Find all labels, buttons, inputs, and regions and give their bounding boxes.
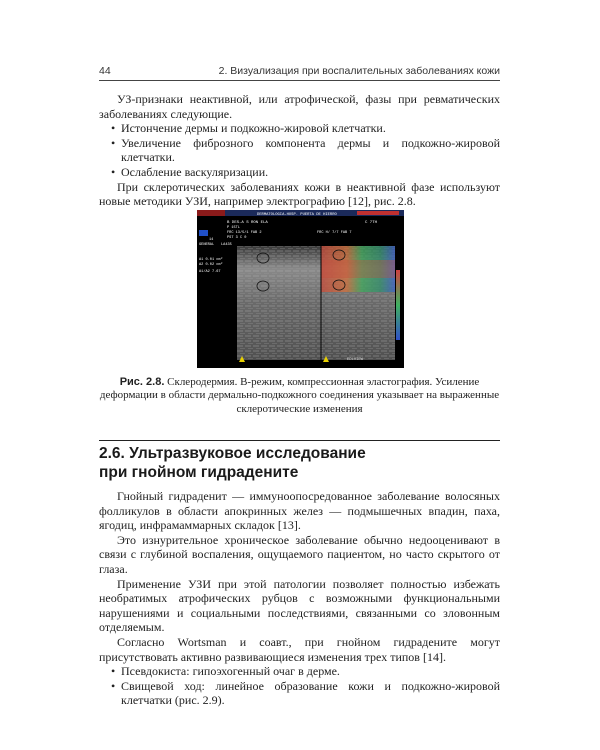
section-title — [99, 444, 500, 482]
section-title-line-2: при гнойном гидрадените — [99, 464, 299, 481]
body-paragraph-4: Согласно Wortsman и соавт., при гнойном гидрадените могут присутствовать активно развивающиеся изменения трех типов [14]. — [99, 634, 500, 664]
section-title-line-1: 2.6. Ультразвуковое исследование — [99, 445, 366, 462]
overlay-param-2: FRC 13/5/1 FAB 2 — [227, 231, 262, 235]
bullet-icon: • — [111, 664, 116, 679]
bullet-icon: • — [111, 678, 116, 693]
intro-bullet-list — [99, 121, 500, 179]
intro-paragraph: УЗ-признаки неактивной, или атрофической, фазы при ревматических заболеваниях следующие. — [99, 92, 500, 121]
list-item: • Псевдокиста: гипоэхогенный очаг в дерме. — [111, 664, 340, 679]
overlay-general: GENERAL — [199, 243, 215, 247]
page-header — [99, 62, 500, 78]
bullet-icon: • — [111, 164, 116, 179]
section-body — [99, 489, 500, 708]
figure-caption — [99, 376, 500, 416]
overlay-measure-3: A1/A2 7.67 — [199, 270, 221, 274]
overlay-measure-2: A2 0.02 cm² — [199, 263, 223, 267]
header-rule — [99, 80, 500, 81]
list-item: • Истончение дермы и подкожно-жировой клетчатки. — [111, 121, 386, 136]
intro-block — [99, 92, 500, 209]
intro-paragraph-2: При склеротических заболеваниях кожи в неактивной фазе используют новые методики УЗИ, например электрографию [12], рис. 2.8. — [99, 179, 500, 209]
body-bullet-list — [99, 664, 500, 708]
bmode-image — [237, 246, 321, 360]
overlay-lmode: LA435 — [221, 243, 232, 247]
overlay-top-header: DERMATOLOGIA-HOSP. PUERTA DE HIERRO — [257, 213, 337, 217]
overlay-param-3: PST 3 C 0 — [227, 236, 247, 240]
page-number: 44 — [99, 65, 111, 77]
overlay-measure-1: A1 0.01 cm² — [199, 258, 223, 262]
bullet-icon: • — [111, 121, 116, 136]
bullet-icon: • — [111, 135, 116, 150]
ultrasound-elastography-figure — [197, 210, 404, 368]
overlay-scale: C 7TH — [365, 221, 378, 225]
overlay-frc: FRC H/ 7/7 FAB 7 — [317, 231, 352, 235]
list-item: • Увеличение фиброзного компонента дермы и подкожно-жировой клетчатки. — [111, 135, 500, 165]
body-paragraph-2: Это изнурительное хроническое заболевание обычно недооценивают в связи с глубиной воспаления, ощущаемого пациентом, но часто скрытого от глаза. — [99, 532, 500, 576]
running-title: 2. Визуализация при воспалительных заболеваниях кожи — [218, 65, 500, 77]
caption-label: Рис. 2.8. — [119, 376, 165, 388]
body-paragraph-3: Применение УЗИ при этой патологии позволяет полностью избежать необратимых атрофических рубцов с возможными функциональными нарушениями и социальными последствиями, связанными со зловонным отделяемым. — [99, 576, 500, 635]
section-rule — [99, 440, 500, 441]
caption-text: Склеродермия. В-режим, компрессионная эластография. Усиление деформации в области дермально-подкожного соединения указывает на выраженные склеротические изменения — [99, 376, 500, 415]
overlay-param-1: P 15TL — [227, 226, 240, 230]
list-item: • Свищевой ход: линейное образование кожи и подкожно-жировой клетчатки (рис. 2.9). — [111, 678, 500, 708]
overlay-bottom-label: EDLVIEW — [347, 358, 363, 362]
overlay-mode: B DES-A S RON ELA — [227, 221, 268, 225]
body-paragraph-1: Гнойный гидраденит — иммуноопосредованное заболевание волосяных фолликулов в области апокринных желез — подмышечных впадин, паха, ягодиц, инфрамаммарных складок [13]. — [99, 489, 500, 533]
overlay-depth: 14 — [209, 238, 214, 242]
elastography-image — [321, 246, 395, 360]
list-item: • Ослабление васкуляризации. — [111, 164, 269, 179]
